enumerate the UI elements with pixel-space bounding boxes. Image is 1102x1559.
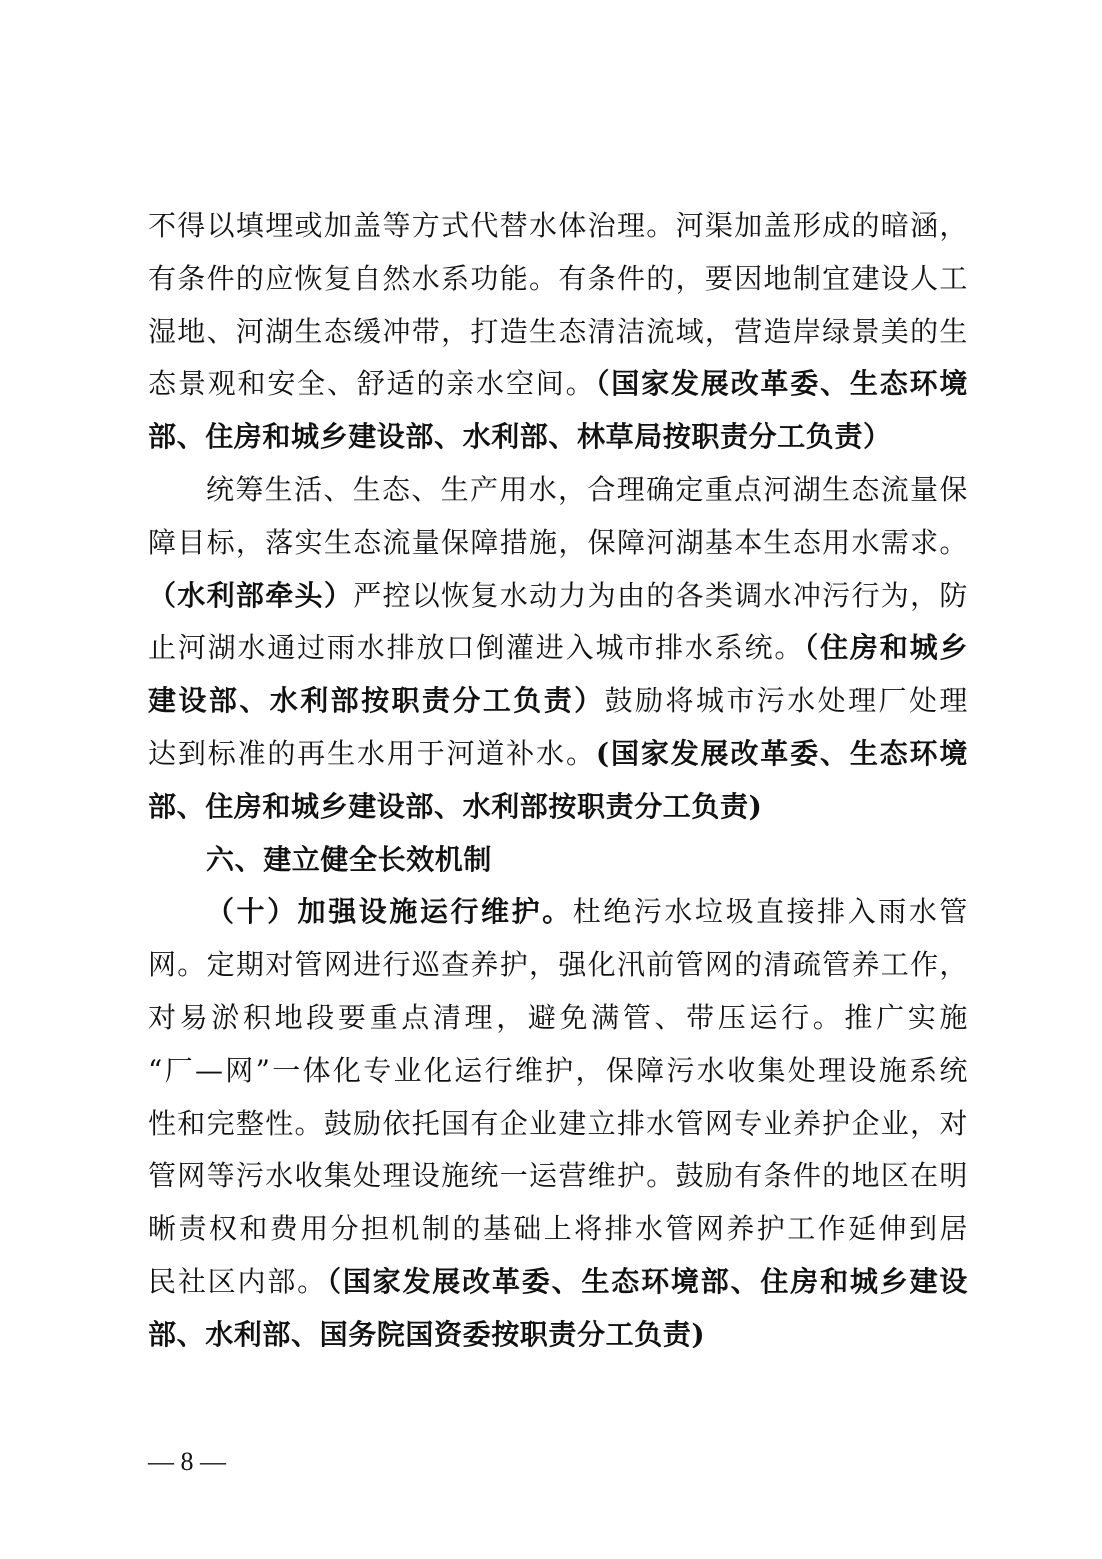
text-line: [148, 939, 968, 992]
text-segment: 有条件的应恢复自然水系功能。有条件的，要因地制宜建设人工: [148, 261, 968, 295]
responsibility-note: 部、住房和城乡建设部、水利部、林草局按职责分工负责）: [148, 420, 892, 454]
responsibility-note: （住房和城乡: [804, 631, 968, 665]
text-line: [148, 1150, 968, 1203]
text-segment: 不得以填埋或加盖等方式代替水体治理。河渠加盖形成的暗涵，: [148, 209, 968, 242]
text-segment: 态景观和安全、舒适的亲水空间。: [148, 367, 596, 401]
text-segment: 管网等污水收集处理设施统一运营维护。鼓励有条件的地区在明: [148, 1159, 968, 1193]
responsibility-note: 建设部、水利部按职责分工负责）: [148, 684, 605, 718]
text-segment: 严控以恢复水动力为由的各类调水冲污行为，防: [353, 578, 968, 612]
text-segment: 晰责权和费用分担机制的基础上将排水管网养护工作延伸到居: [148, 1212, 968, 1246]
text-segment: 达到标准的再生水用于河道补水。: [148, 736, 596, 770]
responsibility-note: （水利部牵头）: [148, 578, 354, 612]
text-line: [148, 1256, 968, 1309]
text-line: [148, 675, 968, 728]
section-heading-text: 六、建立健全长效机制: [206, 842, 493, 876]
responsibility-note: （国家发展改革委、生态环境: [595, 367, 968, 401]
text-segment: 民社区内部。: [148, 1264, 327, 1298]
text-line: [148, 253, 968, 306]
text-segment: 性和完整性。鼓励依托国有企业建立排水管网专业养护企业，对: [148, 1106, 968, 1140]
text-line: [148, 1098, 968, 1151]
text-line: [148, 886, 968, 939]
text-line: [148, 464, 968, 517]
text-line: [148, 728, 968, 781]
text-segment: 网。定期对管网进行巡查养护，强化汛前管网的清疏管养工作，: [148, 948, 968, 982]
body-text: [148, 200, 968, 1362]
text-segment: 统筹生活、生态、生产用水，合理确定重点河湖生态流量保: [206, 472, 968, 506]
text-line: [148, 517, 968, 570]
text-segment: 对易淤积地段要重点清理，避免满管、带压运行。推广实施: [148, 1000, 968, 1034]
text-line: [148, 200, 968, 253]
text-line: [148, 1203, 968, 1256]
text-segment: 障目标，落实生态流量保障措施，保障河湖基本生态用水需求。: [148, 525, 968, 559]
text-line: [148, 358, 968, 411]
subsection-title: （十）加强设施运行维护。: [206, 895, 573, 929]
section-heading: [148, 834, 968, 887]
text-segment: 止河湖水通过雨水排放口倒灌进入城市排水系统。: [148, 631, 805, 665]
text-line: [148, 992, 968, 1045]
text-line: [148, 1309, 968, 1362]
responsibility-note: (国家发展改革委、生态环境: [595, 736, 968, 770]
responsibility-note: （国家发展改革委、生态环境部、住房和城乡建设: [326, 1264, 968, 1298]
page-number: — 8 —: [148, 1447, 226, 1476]
text-line: [148, 781, 968, 834]
responsibility-note: 部、住房和城乡建设部、水利部按职责分工负责): [148, 789, 763, 823]
text-segment: 湿地、河湖生态缓冲带，打造生态清洁流域，营造岸绿景美的生: [148, 314, 968, 348]
text-segment: “厂—网”一体化专业化运行维护，保障污水收集处理设施系统: [148, 1053, 968, 1087]
responsibility-note: 部、水利部、国务院国资委按职责分工负责): [148, 1317, 706, 1351]
text-line: [148, 570, 968, 623]
text-line: [148, 306, 968, 359]
text-line: [148, 1045, 968, 1098]
text-segment: 杜绝污水垃圾直接排入雨水管: [572, 895, 968, 929]
text-line: [148, 411, 968, 464]
text-segment: 鼓励将城市污水处理厂处理: [604, 684, 968, 718]
text-line: [148, 622, 968, 675]
